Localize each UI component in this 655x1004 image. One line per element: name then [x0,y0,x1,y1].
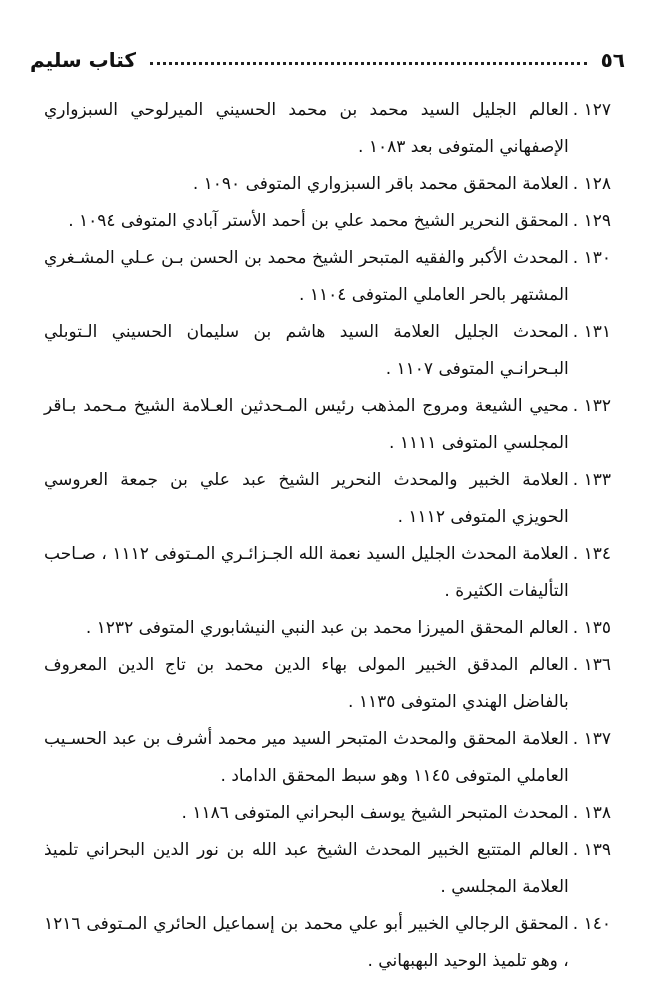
entry-text: العالم المحقق الميرزا محمد بن عبد النبي النيشابوري المتوفى ١٢٣٢ . [85,618,569,638]
entry-number: ١٣٤ . [572,544,611,564]
list-item [44,832,611,906]
entry-text: العالم الجليل السيد محمد بن محمد الحسيني الميرلوحي السبزواري الإصفهاني المتوفى بعد ١٠٨٣ . [44,100,569,157]
entry-text: العلامة المحقق محمد باقر السبزواري المتوفى ١٠٩٠ . [192,174,569,194]
entry-number: ١٢٩ . [572,211,611,231]
list-item [44,388,611,462]
list-item [44,314,611,388]
page-header [30,40,625,72]
list-item [44,536,611,610]
entry-text: المحدث المتبحر الشيخ يوسف البحراني المتوفى ١١٨٦ . [181,803,569,823]
entry-number: ١٢٨ . [572,174,611,194]
entry-number: ١٣٧ . [572,729,611,749]
entry-text: العلامة المحقق والمحدث المتبحر السيد مير محمد أشرف بن عبد الحسـيب العاملي المتوفى ١١٤٥ وهو سبط المحقق الداماد . [44,729,569,786]
entry-number: ١٢٧ . [572,100,611,120]
entry-text: المحدث الجليل العلامة السيد هاشم بن سليمان الحسيني الـتوبلي البـحرانـي المتوفى ١١٠٧ . [44,322,569,379]
entry-number: ١٣٢ . [572,396,611,416]
entry-number: ١٣٨ . [572,803,611,823]
list-item [44,906,611,980]
list-item [44,647,611,721]
running-title: كتاب سليم [30,48,137,72]
list-item [44,795,611,832]
list-item [44,610,611,647]
entry-number: ١٣٦ . [572,655,611,675]
dotted-leader [150,62,587,65]
list-item [44,240,611,314]
page-number: ٥٦ [600,48,625,72]
list-item [44,462,611,536]
entry-text: العلامة الخبير والمحدث النحرير الشيخ عبد علي بن جمعة العروسي الحويزي المتوفى ١١١٢ . [44,470,569,527]
entry-text: المحقق الرجالي الخبير أبو علي محمد بن إسماعيل الحائري المـتوفى ١٢١٦ ، وهو تلميذ الوحيد البهبهاني . [44,914,569,971]
entry-number: ١٣٠ . [572,248,611,268]
list-item [44,166,611,203]
entry-text: العلامة المحدث الجليل السيد نعمة الله الجـزائـري المـتوفى ١١١٢ ، صـاحب التأليفات الكثيرة . [44,544,569,601]
entry-number: ١٤٠ . [572,914,611,934]
entry-number: ١٣١ . [572,322,611,342]
entry-text: المحقق النحرير الشيخ محمد علي بن أحمد الأستر آبادي المتوفى ١٠٩٤ . [68,211,569,231]
entry-text: العالم المتتبع الخبير المحدث الشيخ عبد الله بن نور الدين البحراني تلميذ العلامة المجلسي . [44,840,569,897]
entry-number: ١٣٩ . [572,840,611,860]
list-item [44,203,611,240]
entry-text: محيي الشيعة ومروج المذهب رئيس المـحدثين العـلامة الشيخ مـحمد بـاقر المجلسي المتوفى ١١١١ . [44,396,569,453]
entry-number: ١٣٣ . [572,470,611,490]
entry-text: المحدث الأكبر والفقيه المتبحر الشيخ محمد بن الحسن بـن عـلي المشـغري المشتهر بالحر العاملي المتوفى ١١٠٤ . [44,248,569,305]
entry-number: ١٣٥ . [572,618,611,638]
list-item [44,721,611,795]
entry-list [44,92,611,980]
list-item [44,92,611,166]
entry-text: العالم المدقق الخبير المولى بهاء الدين محمد بن تاج الدين المعروف بالفاضل الهندي المتوفى ١١٣٥ . [44,655,569,712]
